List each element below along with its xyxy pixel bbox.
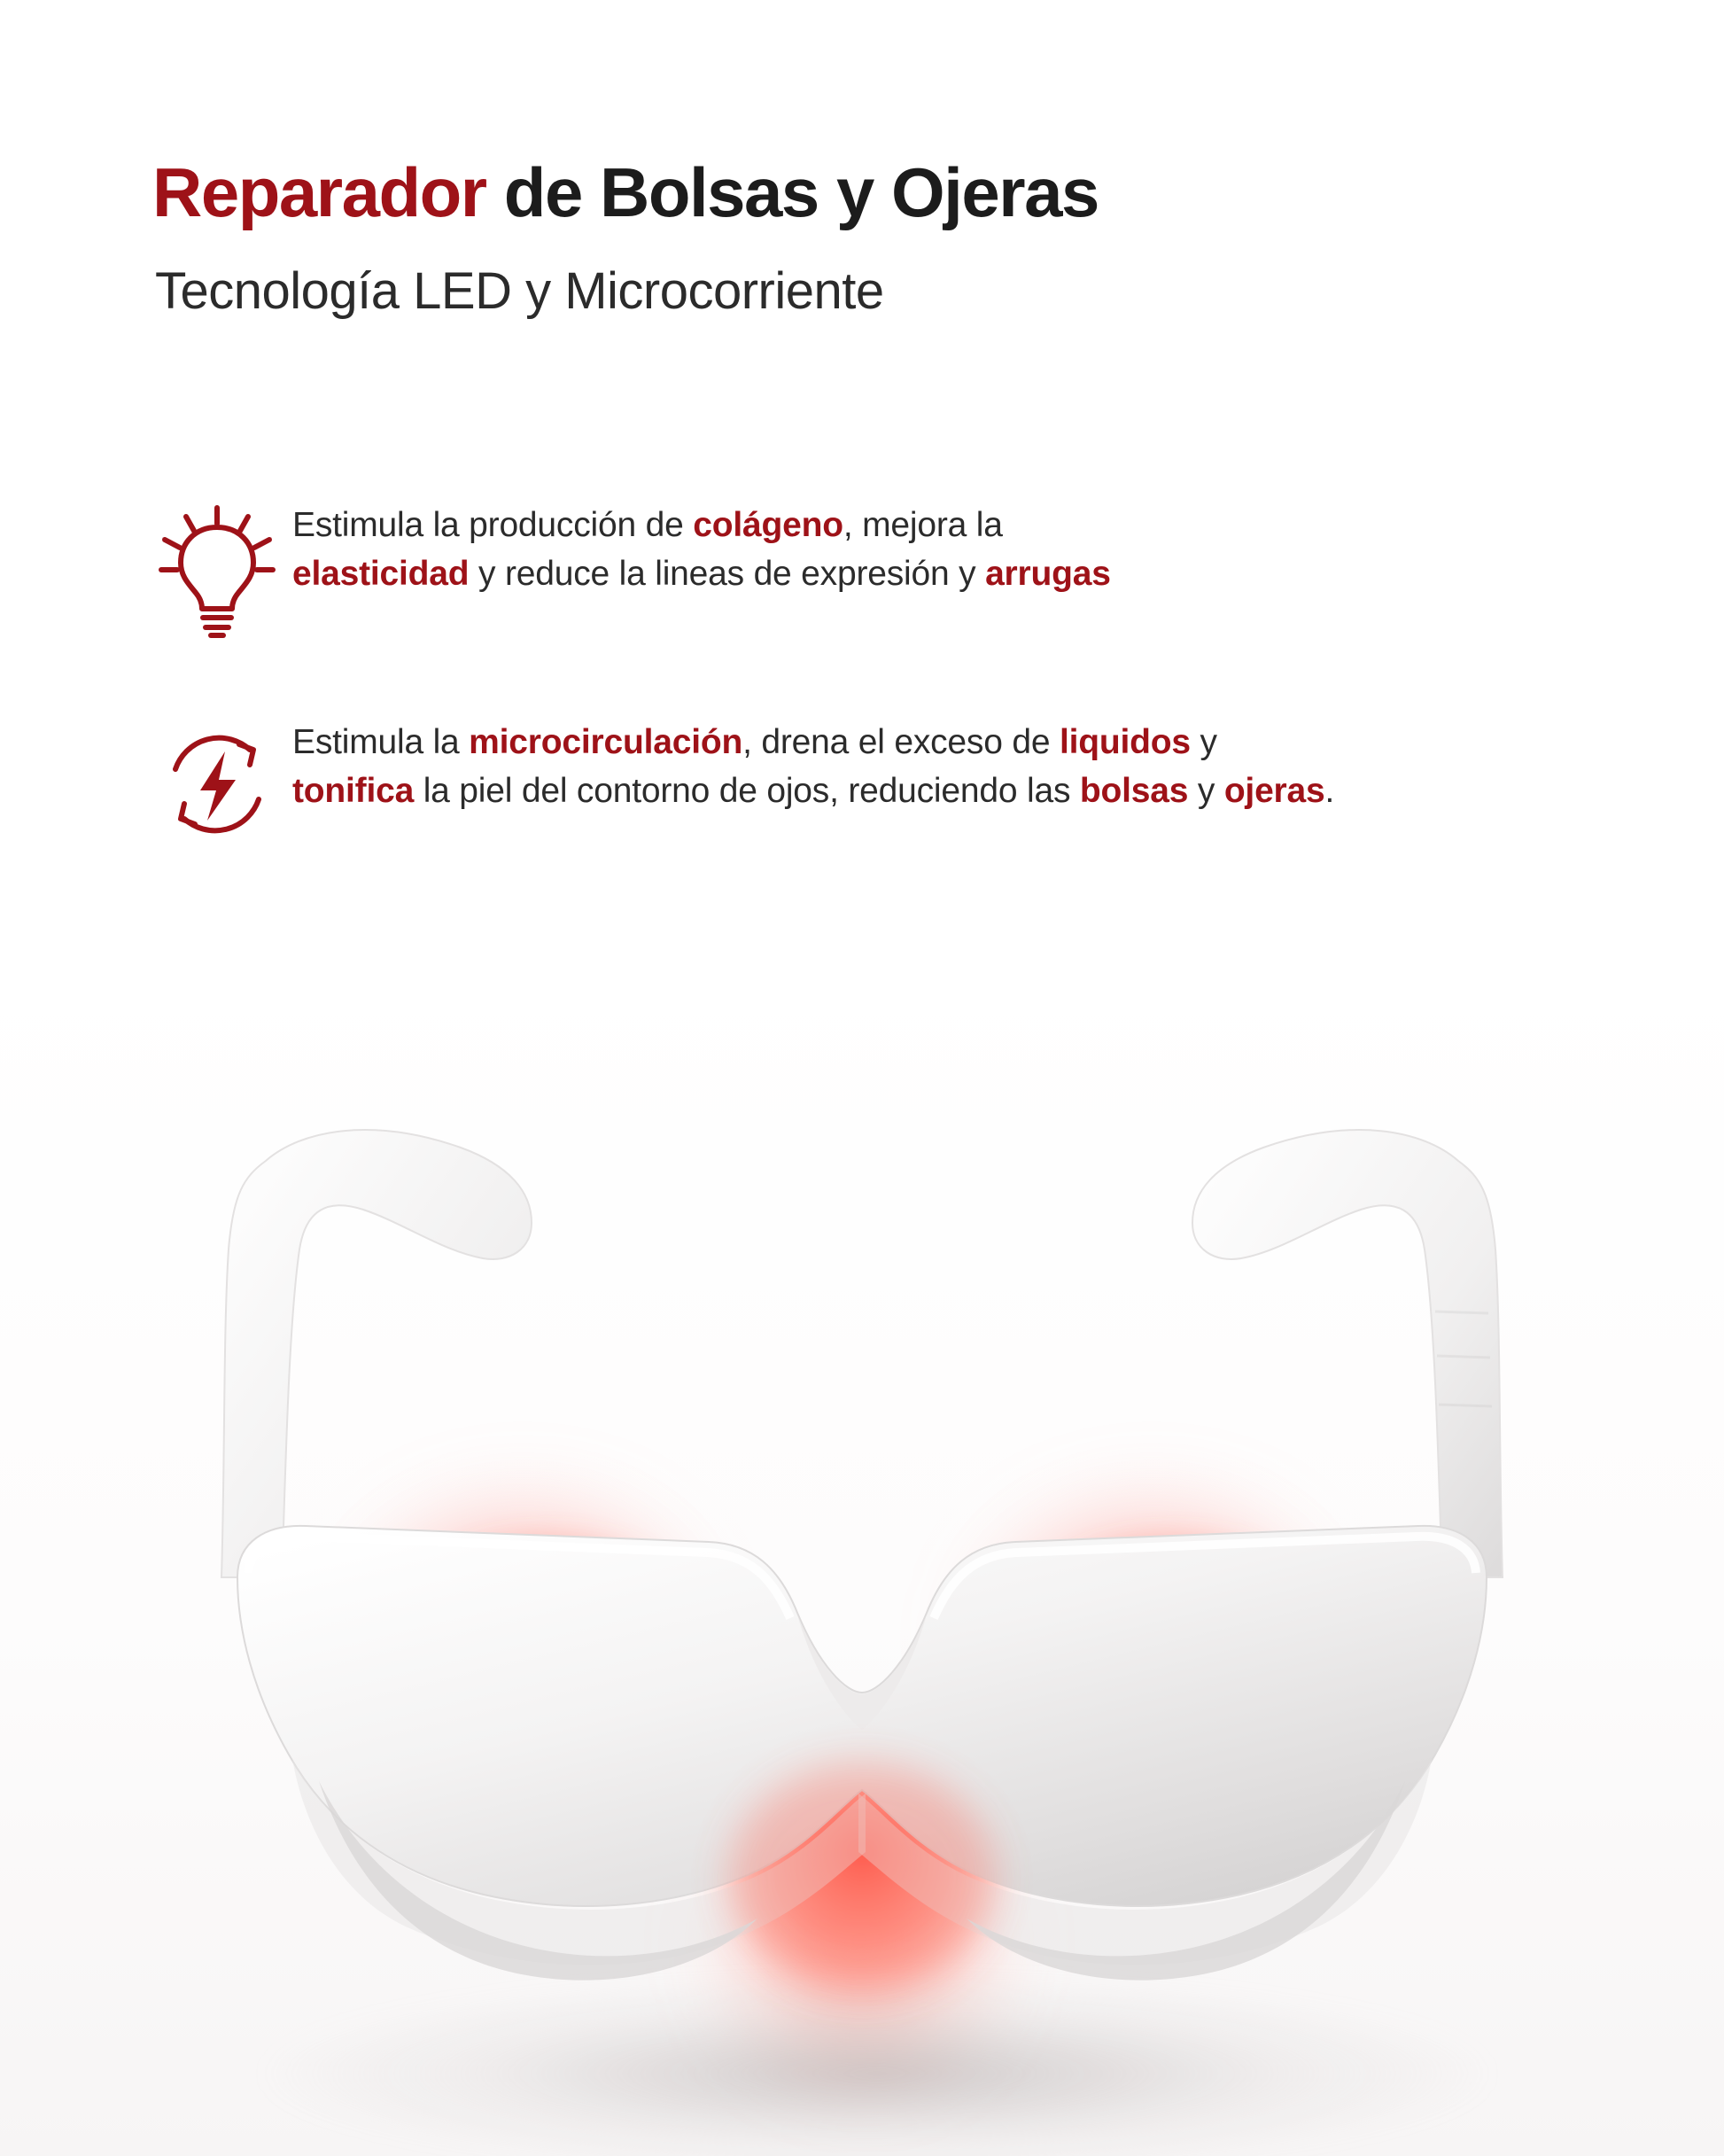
lightbulb-icon (142, 501, 292, 642)
microcurrent-bolt-icon (142, 718, 292, 851)
led-eye-massager-glasses (0, 957, 1724, 2156)
feature-micro-line2-a: tonifica (292, 772, 415, 811)
feature-micro-line2-b: la piel del contorno de ojos, reduciendo las (414, 772, 1080, 811)
page-subtitle: Tecnología LED y Microcorriente (155, 262, 884, 320)
feature-micro-line2-f: . (1324, 772, 1335, 811)
feature-led-line1-b: colágeno (693, 506, 843, 544)
feature-led-line2-a: elasticidad (292, 555, 470, 594)
feature-led-text (292, 501, 1111, 599)
page-title (152, 153, 1099, 231)
feature-micro-line2-e: ojeras (1223, 772, 1325, 811)
feature-row-led (142, 501, 1604, 642)
feature-led-line1-c: , mejora la (843, 506, 1003, 544)
feature-micro-line2-c: bolsas (1079, 772, 1189, 811)
feature-micro-line1-e: y (1190, 723, 1217, 761)
page-title-accent: Reparador (152, 153, 486, 231)
feature-led-line2-b: y reduce la lineas de expresión y (469, 555, 986, 594)
feature-micro-line1-c: , drena el exceso de (742, 723, 1060, 761)
feature-micro-line2-d: y (1188, 772, 1224, 811)
product-image (0, 957, 1724, 2156)
feature-micro-line1-b: microcirculación (469, 723, 743, 761)
feature-led-line1-a: Estimula la producción de (292, 506, 694, 544)
feature-microcurrent-text (292, 718, 1334, 816)
feature-micro-line1-a: Estimula la (292, 723, 470, 761)
feature-row-microcurrent (142, 718, 1692, 851)
page-title-rest: de Bolsas y Ojeras (485, 153, 1099, 231)
feature-micro-line1-d: liquidos (1059, 723, 1191, 761)
feature-led-line2-c: arrugas (985, 555, 1111, 594)
